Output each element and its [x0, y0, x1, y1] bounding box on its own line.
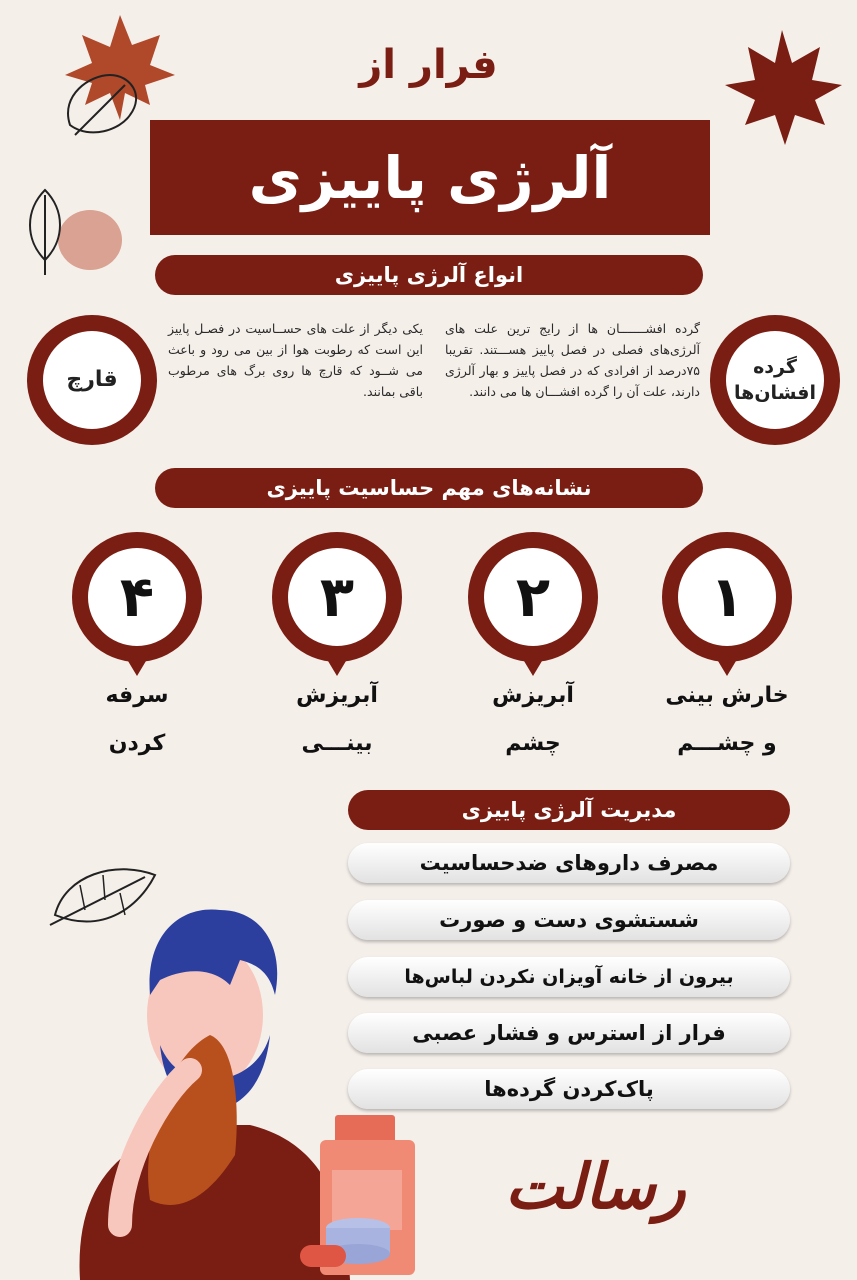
symptom-number-2: ۲ [484, 548, 582, 646]
fungus-description: یکی دیگر از علت های حســاسیت در فصـل پاییز این است که رطوبت هوا از بین می رود و باعث می شــود که قارچ ها روی برگ های مرطوب باقی بمانند. [168, 321, 423, 399]
fungus-bubble [27, 315, 157, 445]
management-item-5: پاک‌کردن گرده‌ها [348, 1069, 790, 1109]
types-heading: انواع آلرژی پاییزی [155, 255, 703, 295]
fungus-label: قارچ [66, 367, 118, 392]
title-top: فرار از [359, 42, 498, 88]
symptom-label-2: آبریزش چشم [492, 683, 574, 756]
pollen-bubble [710, 315, 840, 445]
symptom-label-4: سرفه کردن [105, 683, 169, 756]
leaf-decoration-left [15, 180, 125, 280]
management-item-1: مصرف داروهای ضدحساسیت [348, 843, 790, 883]
symptom-number-4: ۴ [88, 548, 186, 646]
management-heading: مدیریت آلرژی پاییزی [348, 790, 790, 830]
page-title: آلرژی پاییزی [248, 143, 612, 212]
pollen-description: گرده افشـــــــان ها از رایج ترین علت های آلرژی‌های فصلی در فصل پاییز هســـتند. تقریبا ۷۵درصد از افرادی که در فصل پاییز و بهار آلرژی دارند، علت آن را گرده افشـــان ها می دانند. [445, 321, 700, 399]
pollen-label-line2: افشان‌ها [734, 382, 816, 404]
symptom-label-1: خارش بینی و چشـــم [665, 683, 789, 756]
pill-bottle-icon [300, 1110, 425, 1280]
management-item-4: فرار از استرس و فشار عصبی [348, 1013, 790, 1053]
symptoms-heading: نشانه‌های مهم حساسیت پاییزی [155, 468, 703, 508]
management-item-3: بیرون از خانه آویزان نکردن لباس‌ها [348, 957, 790, 997]
brand-logo: رسالت [505, 1150, 686, 1223]
title-box [150, 120, 710, 235]
pollen-label-line1: گرده [753, 356, 797, 378]
symptom-label-3: آبریزش بینـــی [296, 683, 378, 756]
symptom-number-1: ۱ [678, 548, 776, 646]
management-item-2: شستشوی دست و صورت [348, 900, 790, 940]
symptom-number-3: ۳ [288, 548, 386, 646]
